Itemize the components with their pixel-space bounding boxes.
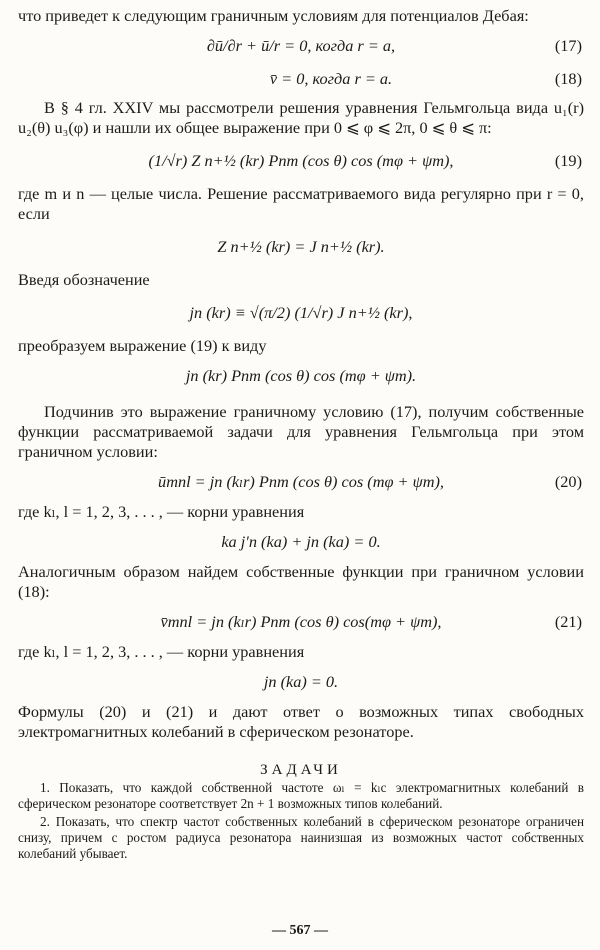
paragraph-regular: где m и n — целые числа. Решение рассматриваемого вида регулярно при r = 0, если [18, 184, 584, 223]
equation-20-number: (20) [554, 472, 582, 491]
page-number: — 567 — [272, 923, 328, 938]
paragraph-conclusion: Формулы (20) и (21) и дают ответ о возможных типах свободных электромагнитных колебаний в сферическом резонаторе. [18, 702, 584, 741]
equation-z [18, 224, 584, 270]
paragraph-helmholtz: В § 4 гл. XXIV мы рассмотрели решения уравнения Гельмгольца вида u₁(r) u₂(θ) u₃(φ) и нашли их общее выражение при 0 ⩽ φ ⩽ 2π, 0 ⩽ θ ⩽ π: [18, 98, 584, 137]
equation-17-number: (17) [554, 36, 582, 55]
problems-list [18, 780, 584, 862]
equation-18-number: (18) [554, 69, 582, 88]
equation-21-body: v̄mnl = jn (kₗr) Pnm (cos θ) cos(mφ + ψm), [160, 612, 442, 631]
equation-17 [18, 26, 584, 66]
equation-jn-p-body: jn (kr) Pnm (cos θ) cos (mφ + ψm). [185, 366, 417, 385]
equation-jn-p [18, 356, 584, 396]
problem-2: 2. Показать, что спектр частот собственных колебаний в сферическом резонаторе ограничен снизу, причем с ростом радиуса резонатора наинизшая из возможных частот собственных колебаний убывает. [18, 814, 584, 861]
paragraph-analogous: Аналогичным образом найдем собственные функции при граничном условии (18): [18, 562, 584, 601]
equation-roots-2 [18, 662, 584, 702]
paragraph-notation: Введя обозначение [18, 270, 150, 289]
equation-19-number: (19) [554, 151, 582, 170]
problem-1: 1. Показать, что каждой собственной частоте ωₗ = kₗc электромагнитных колебаний в сферическом резонаторе соответствует 2n + 1 возможных типов колебаний. [18, 780, 584, 811]
equation-jn [18, 290, 584, 336]
equation-roots-1 [18, 522, 584, 562]
equation-20-body: ūmnl = jn (kₗr) Pnm (cos θ) cos (mφ + ψm), [158, 472, 444, 491]
equation-20 [18, 462, 584, 502]
equation-18 [18, 66, 584, 92]
problems-heading: ЗАДАЧИ [260, 762, 342, 778]
equation-17-body: ∂ū/∂r + ū/r = 0, когда r = a, [206, 36, 396, 55]
equation-19-body: (1/√r) Z n+½ (kr) Pnm (cos θ) cos (mφ + ψm), [148, 151, 454, 170]
paragraph-intro: что приведет к следующим граничным условиям для потенциалов Дебая: [18, 6, 529, 25]
equation-roots-2-body: jn (ka) = 0. [263, 672, 339, 691]
paragraph-transform: преобразуем выражение (19) к виду [18, 336, 267, 355]
equation-z-body: Z n+½ (kr) = J n+½ (kr). [217, 237, 385, 256]
equation-jn-body: jn (kr) ≡ √(π/2) (1/√r) J n+½ (kr), [189, 303, 413, 322]
equation-21-number: (21) [554, 612, 582, 631]
equation-21 [18, 602, 584, 642]
paragraph-eigenfunctions: Подчинив это выражение граничному условию (17), получим собственные функции рассматриваемой задачи для уравнения Гельмгольца при этом граничном условии: [18, 402, 584, 461]
paragraph-roots-2: где kₗ, l = 1, 2, 3, . . . , — корни уравнения [18, 642, 305, 661]
paragraph-roots-1: где kₗ, l = 1, 2, 3, . . . , — корни уравнения [18, 502, 305, 521]
equation-18-body: v̄ = 0, когда r = a. [269, 69, 393, 88]
equation-19 [18, 138, 584, 184]
equation-roots-1-body: ka j′n (ka) + jn (ka) = 0. [221, 532, 381, 551]
